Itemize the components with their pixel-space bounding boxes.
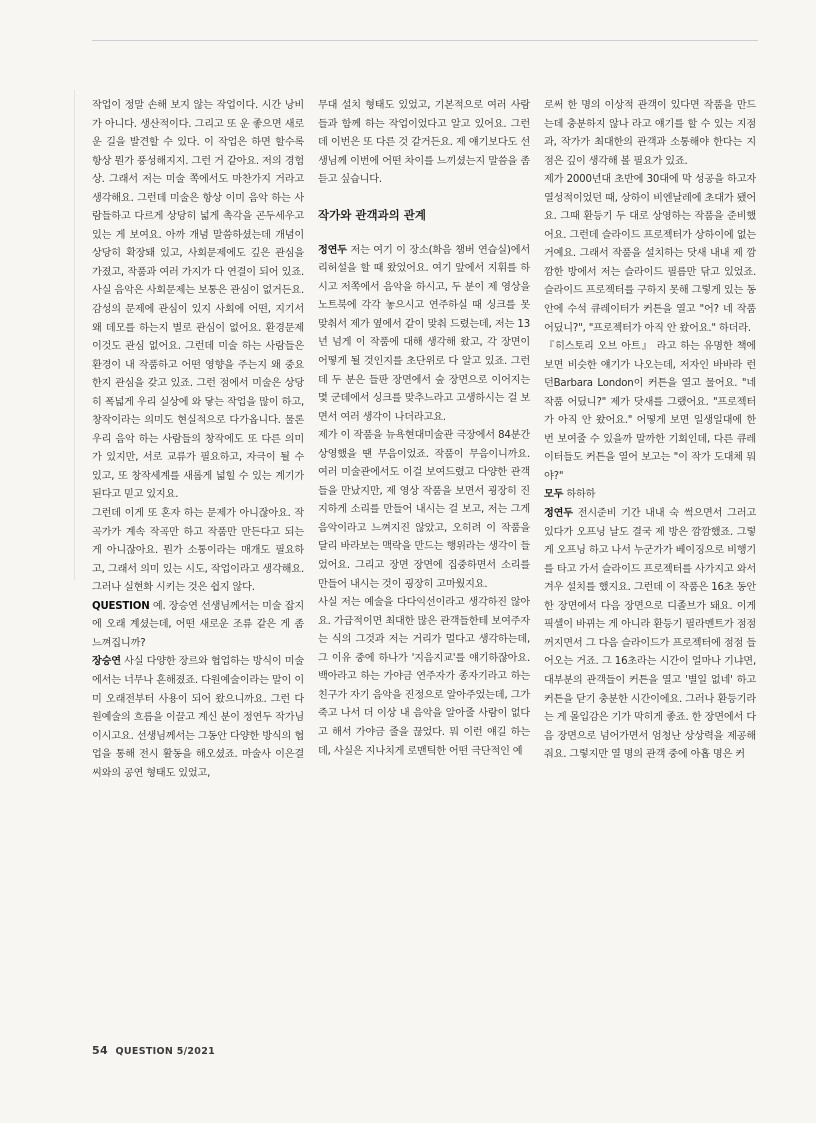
speaker-name: 장승연 bbox=[92, 656, 121, 668]
paragraph-text: 작업이 정말 손해 보지 않는 작업이다. 시간 낭비가 아니다. 생산적이다. 그리고 또 운 좋으면 새로운 길을 발견할 수 있다. 이 작업은 하면 할수록 항상 뭔가 풍성해지지. 그런 거 같아요. 저의 경험상. 그래서 저는 미술 쪽에서도 마찬가지 거라고 생각해요. 그런데 미술은 항상 이미 음악 하는 사람들하고 다르게 상당히 넓게 촉각을 곤두세우고 있는 게 보여요. 아까 개념 말씀하셨는데 개념이 상당히 확장돼 있고, 사회문제에도 깊은 관심을 가졌고, 작품과 여러 가지가 다 연결이 되어 있죠. 사실 음악은 사회문제는 보통은 관심이 없거든요. 감성의 문제에 관심이 있지 사회에 어떤, 지기서 왜 데모를 하는지 별로 관심이 없어요. 환경문제 이것도 관심 없어요. 그런데 미술 하는 사람들은 환경이 내 작품하고 어떤 영향을 주는지 왜 중요한지 관심을 갖고 있죠. 그런 점에서 미술은 상당히 폭넓게 우리 실상에 와 닿는 작업을 많이 하고, 창작이라는 의미도 현실적으로 다가옵니다. 물론 우리 음악 하는 사람들의 창작에도 또 다른 의미가 있지만, 서로 교류가 필요하고, 자극이 될 수 있고, 또 창작세계를 새롭게 넓힐 수 있는 계기가 된다고 믿고 있지요. bbox=[92, 100, 304, 501]
paragraph bbox=[318, 242, 530, 427]
paragraph-text: 제가 이 작품을 뉴욕현대미술관 극장에서 84분간 상영했을 땐 무음이었죠. 작품이 무음이니까요. 여러 미술관에서도 이걸 보여드렸고 다양한 관객들을 만났지만, 제 영상 작품을 보면서 굉장히 진지하게 소리를 만들어 내시는 걸 보고, 저는 그게 음악이라고 느껴지진 않았고, 오히려 이 작품을 달리 바라보는 맥락을 만드는 행위라는 생각이 들었어요. 그리고 장면 장면에 집중하면서 소리를 만들어 내시는 것이 굉장히 고마웠지요. bbox=[318, 430, 530, 590]
speaker-name: QUESTION bbox=[92, 600, 150, 612]
paragraph bbox=[544, 338, 756, 486]
speaker-name: 정연두 bbox=[544, 508, 573, 520]
paragraph bbox=[318, 97, 530, 190]
paragraph-text: 저는 여기 이 장소(화음 챔버 연습실)에서 리허설을 할 때 왔었어요. 여기 앞에서 지휘를 하시고 저쪽에서 음악을 하시고, 두 분이 제 영상을 노트북에 각각 놓으시고 연주하실 때 싱크를 못 맞춰서 제가 옆에서 같이 맞춰 드렸는데, 저는 13년 넘게 이 작품에 대해 생각해 왔고, 각 장면이 어떻게 될 것인지를 초단위로 다 알고 있죠. 그런데 두 분은 들판 장면에서 숲 장면으로 이어지는 몇 군데에서 싱크를 맞추느라고 고생하시는 걸 보면서 여러 생각이 나더라고요. bbox=[318, 244, 530, 423]
paragraph bbox=[544, 505, 756, 765]
paragraph-text: 그런데 이게 또 혼자 하는 문제가 아니잖아요. 작곡가가 계속 작곡만 하고 작품만 만든다고 되는 게 아니잖아요. 뭔가 소통이라는 매개도 필요하고, 그래서 의미 있는 시도, 작업이라고 생각해요. 그러나 실현화 시키는 것은 쉽지 않다. bbox=[92, 508, 304, 594]
article-body bbox=[92, 97, 758, 1037]
paragraph bbox=[544, 97, 756, 171]
paragraph-text: 하하하 bbox=[563, 489, 596, 501]
paragraph-text: 사실 저는 예술을 다다익선이라고 생각하진 않아요. 가급적이면 최대한 많은 관객들한테 보여주자는 식의 그것과 저는 거리가 멀다고 생각하는데, 그 이유 중에 하나가 '지음지교'를 얘기하잖아요. 백아라고 하는 가야금 연주자가 종자기라고 하는 친구가 자기 음악을 진정으로 알아주었는데, 그가 죽고 나서 더 이상 내 음악을 알아줄 사람이 없다고 해서 가야금 줄을 끊었다. 뭐 이런 얘길 하는데, 사실은 지나치게 로맨틱한 어떤 극단적인 예 bbox=[318, 597, 530, 757]
paragraph bbox=[318, 427, 530, 594]
column-2 bbox=[318, 97, 530, 1037]
paragraph-text: 사실 다양한 장르와 협업하는 방식이 미술에서는 너무나 흔해졌죠. 다원예술이라는 말이 이미 오래전부터 사용이 되어 왔으니까요. 그런 다원예술의 흐름을 이끌고 계신 분이 정연두 작가님이시고요. 선생님께서는 그동안 다양한 방식의 협업을 통해 전시 활동을 해오셨죠. 마술사 이은결 씨와의 공연 형태도 있었고, bbox=[92, 656, 304, 779]
section-heading: 작가와 관객과의 관계 bbox=[318, 207, 426, 222]
speaker-name: 모두 bbox=[544, 489, 564, 501]
page-number: 54 bbox=[92, 1044, 108, 1057]
paragraph bbox=[318, 594, 530, 761]
paragraph-text: 전시준비 기간 내내 숙 썩으면서 그러고 있다가 오프닝 날도 결국 제 방은 깜깜했죠. 그렇게 오프닝 하고 나서 누군가가 베이징으로 비행기를 타고 가서 슬라이드 프로젝터를 사가지고 와서 겨우 설치를 했지요. 그런데 이 작품은 16초 동안 한 장면에서 다음 장면으로 디졸브가 돼요. 이게 픽셀이 바뀌는 게 아니라 환등기 필라멘트가 점점 꺼지면서 그 다음 슬라이드가 프로젝터에 점점 들어오는 거죠. 그 16초라는 시간이 얼마나 기냐면, 대부분의 관객들이 커튼을 열고 '별일 없네' 하고 커튼을 닫기 충분한 시간이에요. 그러나 환등기라는 게 몰입감은 기가 막히게 좋죠. 한 장면에서 다음 장면으로 넘어가면서 엄청난 상상력을 제공해 줘요. 그렇지만 열 명의 관객 중에 아홉 명은 커 bbox=[544, 508, 756, 761]
paragraph-text: 예. 장승연 선생님께서는 미술 잡지에 오래 계셨는데, 어떤 새로운 조류 같은 게 좀 느껴집니까? bbox=[92, 600, 304, 649]
paragraph-text: 제가 2000년대 초반에 30대에 막 성공을 하고자 열성적이었던 때, 상하이 비엔날레에 초대가 됐어요. 그때 환등기 두 대로 상영하는 작품을 준비했어요. 그런데 슬라이드 프로젝터가 상하이에 없는 거예요. 그래서 작품을 설치하는 닷새 내내 제 깜깜한 방에서 저는 슬라이드 필름만 닦고 있었죠. 슬라이드 프로젝터를 구하지 못해 그렇게 있는 동안에 수석 큐레이터가 커튼을 열고 "어? 네 작품 어딨니?", "프로젝터가 아직 안 왔어요." 하더라. bbox=[544, 174, 756, 334]
magazine-issue: QUESTION 5/2021 bbox=[115, 1046, 216, 1057]
paragraph bbox=[544, 486, 756, 505]
paragraph bbox=[92, 505, 304, 598]
paragraph bbox=[544, 171, 756, 338]
column-3 bbox=[544, 97, 756, 1037]
speaker-name: 정연두 bbox=[318, 244, 347, 256]
paragraph bbox=[92, 97, 304, 505]
page-footer bbox=[92, 1044, 215, 1057]
paragraph bbox=[92, 653, 304, 783]
paragraph-text: 로써 한 명의 이상적 관객이 있다면 작품을 만드는데 충분하지 않나 라고 얘기를 할 수 있는 지점과, 작가가 최대한의 관객과 소통해야 한다는 지점은 깊이 생각해 볼 필요가 있죠. bbox=[544, 100, 756, 167]
paragraph-text: 『히스토리 오브 아트』 라고 하는 유명한 책에 보면 비슷한 얘기가 나오는데, 저자인 바바라 런던Barbara London이 커튼을 열고 물어요. "네 작품 어딨니?" 제가 닷새를 그랬어요. "프로젝터가 아직 안 왔어요." 어떻게 보면 일생일대에 한 번 보여줄 수 있을까 말까한 기회인데, 다른 큐레이터들도 커튼을 열어 보고는 "이 작가 도대체 뭐야?" bbox=[544, 341, 756, 482]
paragraph-text: 무대 설치 형태도 있었고, 기본적으로 여러 사람들과 함께 하는 작업이었다고 알고 있어요. 그런데 이번은 또 다른 것 같거든요. 제 얘기보다도 선생님께 이번에 어떤 차이를 느끼셨는지 말씀을 좀 듣고 싶습니다. bbox=[318, 100, 530, 186]
header-rule bbox=[92, 40, 758, 41]
column-1 bbox=[92, 97, 304, 1037]
paragraph bbox=[92, 598, 304, 654]
margin-rule bbox=[74, 90, 75, 580]
